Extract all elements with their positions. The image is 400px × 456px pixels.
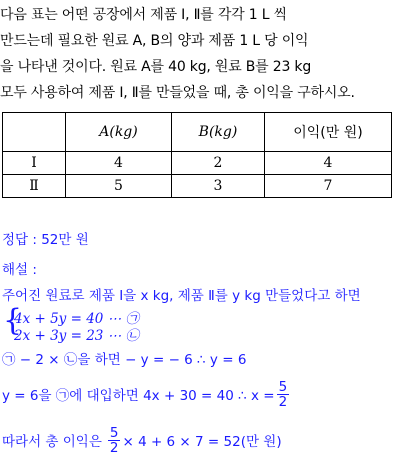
table-cell: Ⅱ xyxy=(3,175,66,198)
equation-1: 4x + 5y = 40 ⋯ ㉠ xyxy=(14,311,139,327)
answer-line: 정답 : 52만 원 xyxy=(2,232,89,248)
explanation-label: 해설 : xyxy=(2,262,37,278)
brace-symbol: { xyxy=(3,303,23,338)
solution-line-5 xyxy=(2,424,282,456)
fraction xyxy=(108,426,121,455)
table-cell: Ⅰ xyxy=(3,152,66,175)
table-header-cell: B(kg) xyxy=(172,113,265,152)
table-header-row xyxy=(3,113,392,152)
fraction-denominator: 2 xyxy=(109,439,119,456)
equation-system xyxy=(0,303,200,344)
table-cell: 5 xyxy=(66,175,172,198)
table-cell: 2 xyxy=(172,152,265,175)
table-row xyxy=(3,175,392,198)
table-cell: 7 xyxy=(265,175,392,198)
equation-2: 2x + 3y = 23 ⋯ ㉡ xyxy=(14,328,139,344)
solution-line-5-rest: × 4 + 6 × 7 = 52(만 원) xyxy=(122,434,282,450)
solution-line-4 xyxy=(2,378,291,410)
table-cell: 4 xyxy=(66,152,172,175)
table-header-cell: A(kg) xyxy=(66,113,172,152)
problem-line-2: 만드는데 필요한 원료 A, B의 양과 제품 1 L 당 이익 xyxy=(0,33,309,49)
problem-statement xyxy=(0,2,400,106)
table-header-cell xyxy=(3,113,66,152)
data-table xyxy=(2,112,392,198)
problem-line-4: 모두 사용하여 제품 Ⅰ, Ⅱ를 만들었을 때, 총 이익을 구하시오. xyxy=(0,85,355,101)
table-header-cell: 이익(만 원) xyxy=(265,113,392,152)
solution-line-3: ㉠ − 2 × ㉡을 하면 − y = − 6 ∴ y = 6 xyxy=(2,352,247,368)
problem-line-3: 을 나타낸 것이다. 원료 A를 40 kg, 원료 B를 23 kg xyxy=(0,59,312,75)
fraction-numerator: 5 xyxy=(109,424,119,441)
solution-line-1: 주어진 원료로 제품 Ⅰ을 x kg, 제품 Ⅱ를 y kg 만들었다고 하면 xyxy=(2,288,361,304)
table-row xyxy=(3,152,392,175)
fraction-denominator: 2 xyxy=(278,393,288,410)
table-cell: 4 xyxy=(265,152,392,175)
table-cell: 3 xyxy=(172,175,265,198)
solution-line-4-text: y = 6을 ㉠에 대입하면 4x + 30 = 40 ∴ x = xyxy=(2,388,275,404)
solution-line-5-text: 따라서 총 이익은 xyxy=(2,434,102,450)
fraction-numerator: 5 xyxy=(278,378,288,395)
problem-line-1: 다음 표는 어떤 공장에서 제품 Ⅰ, Ⅱ를 각각 1 L 씩 xyxy=(0,7,287,23)
fraction xyxy=(277,380,290,409)
